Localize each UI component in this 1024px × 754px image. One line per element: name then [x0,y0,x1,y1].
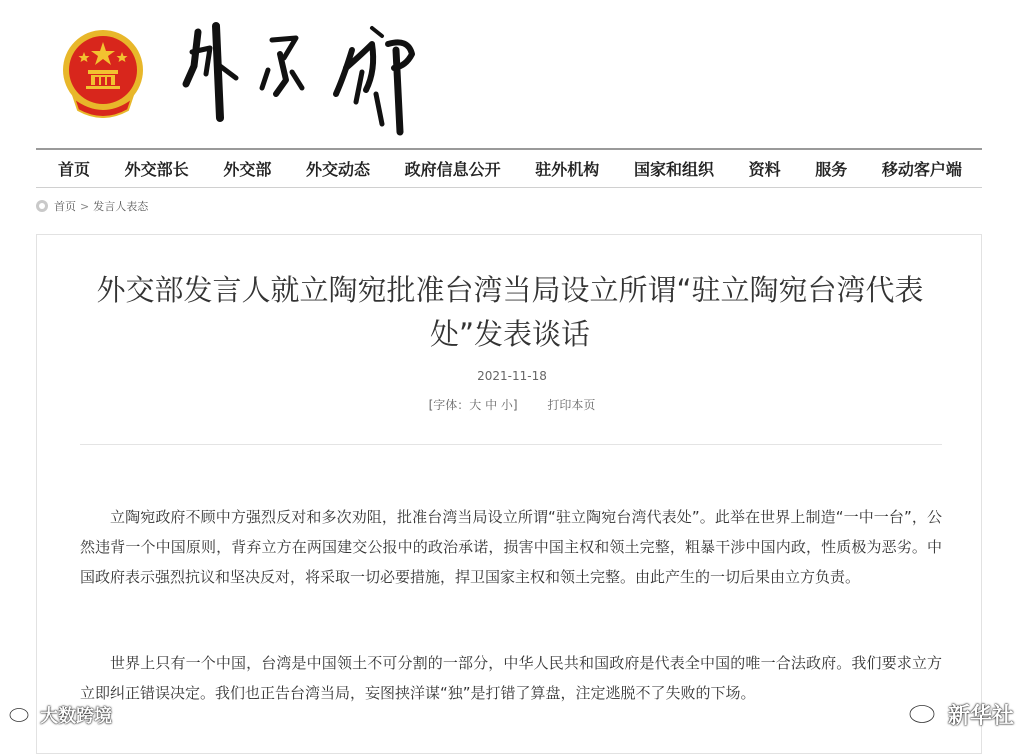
article-paragraph-1: 立陶宛政府不顾中方强烈反对和多次劝阻，批准台湾当局设立所谓“驻立陶宛台湾代表处”。此举在世界上制造“一中一台”，公然违背一个中国原则，背弃立方在两国建交公报中的政治承诺，损害中国主权和领土完整，粗暴干涉中国内政，性质极为恶劣。中国政府表示强烈抗议和坚决反对，将采取一切必要措施，捍卫国家主权和领土完整。由此产生的一切后果由立方负责。 [80,508,942,586]
breadcrumb [36,198,148,214]
nav-item-missions[interactable]: 驻外机构 [535,160,600,179]
breadcrumb-current-link[interactable]: 发言人表态 [93,200,149,213]
article-date: 2021-11-18 [477,369,547,383]
font-size-control[interactable]: [字体：大 中 小] [428,398,518,412]
ministry-logo[interactable] [176,14,436,139]
nav-item-ministry[interactable]: 外交部 [223,160,272,179]
location-icon [36,200,48,212]
article-tools [0,396,1024,413]
watermark-right [908,698,1014,730]
watermark-right-text: 新华社 [947,703,1014,729]
nav-item-resources[interactable]: 资料 [748,160,781,179]
breadcrumb-home-link[interactable]: 首页 [54,200,76,213]
nav-item-mobile-client[interactable]: 移动客户端 [881,160,962,179]
nav-item-gov-info[interactable]: 政府信息公开 [404,160,501,179]
weibo-icon [908,698,942,730]
article-title: 外交部发言人就立陶宛批准台湾当局设立所谓“驻立陶宛台湾代表处”发表谈话 [96,273,924,351]
watermark-left [8,702,112,728]
watermark-left-text: 大数跨境 [40,706,112,727]
print-button[interactable]: 打印本页 [547,398,596,412]
main-nav [36,148,982,188]
nav-item-diplomatic-news[interactable]: 外交动态 [305,160,370,179]
nav-item-services[interactable]: 服务 [815,160,848,179]
nav-item-home[interactable]: 首页 [58,160,91,179]
breadcrumb-separator: > [80,199,90,213]
article-paragraph-2: 世界上只有一个中国，台湾是中国领土不可分割的一部分，中华人民共和国政府是代表全中国的唯一合法政府。我们要求立方立即纠正错误决定。我们也正告台湾当局，妄图挟洋谋“独”是打错了算盘，注定逃脱不了失败的下场。 [80,654,942,702]
nav-item-minister[interactable]: 外交部长 [124,160,189,179]
national-emblem-icon[interactable] [60,28,146,118]
nav-item-countries[interactable]: 国家和组织 [633,160,714,179]
weibo-icon [8,703,34,728]
site-header [0,0,1024,148]
title-divider [80,444,942,445]
